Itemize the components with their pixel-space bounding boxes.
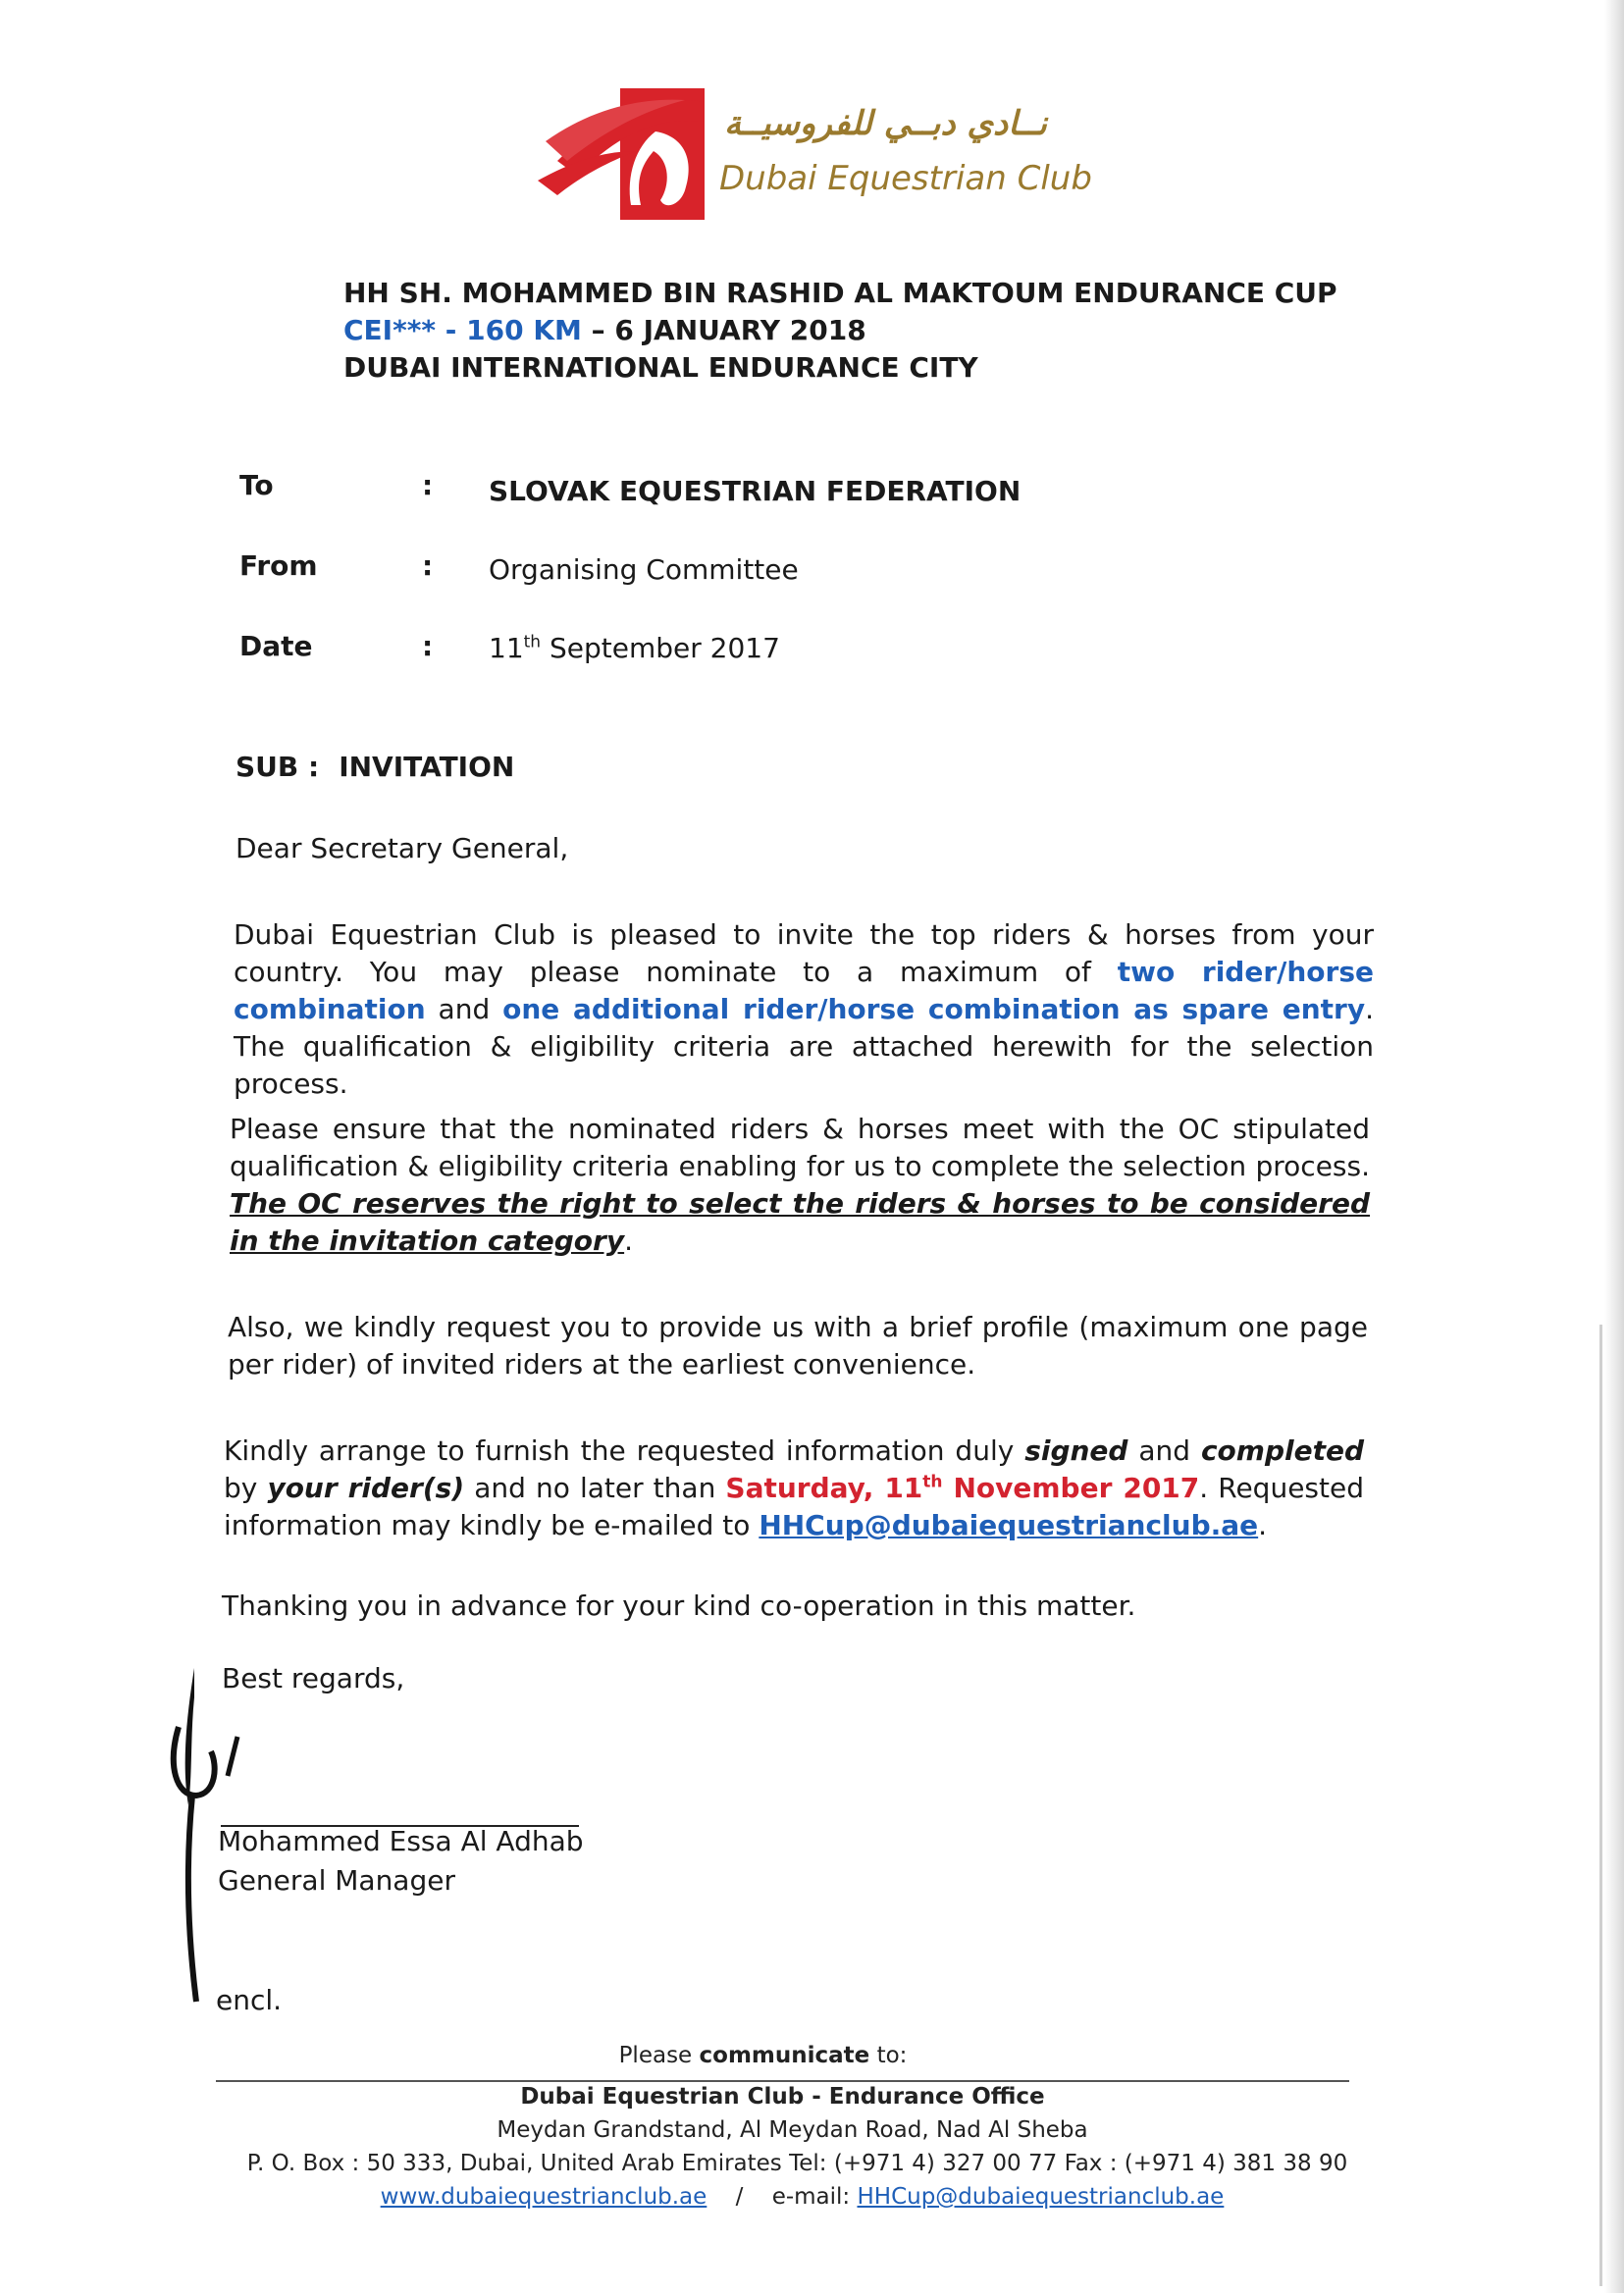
horse-head-icon — [538, 82, 714, 230]
paragraph-criteria: Please ensure that the nominated riders & horses meet with the OC stipulated qualification & eligibility criteria enabling for us to complete the selection process. The OC reserves the right to select the riders & horses to be considered in the invitation category. — [230, 1113, 1370, 1257]
date-colon: : — [422, 630, 434, 662]
footer-links — [0, 2184, 1614, 2210]
logo-english-name: Dubai Equestrian Club — [719, 159, 1092, 198]
date-label: Date — [239, 630, 313, 662]
event-date: – 6 JANUARY 2018 — [581, 314, 866, 346]
footer-separator: / — [735, 2184, 744, 2210]
from-label: From — [239, 549, 318, 582]
paragraph-invitation: Dubai Equestrian Club is pleased to invite the top riders & horses from your country. You may please nominate to a maximum of two rider/horse combination and one additional rider/horse combination as spare entry. The qualification & eligibility criteria are attached herewith for the selection process. — [234, 918, 1374, 1100]
footer-address-2: P. O. Box : 50 333, Dubai, United Arab Emirates Tel: (+971 4) 327 00 77 Fax : (+971 4) 381 38 90 — [246, 2151, 1348, 2176]
footer-communicate: Please communicate to: — [618, 2043, 908, 2068]
to-colon: : — [422, 469, 434, 501]
event-category-line — [343, 312, 1337, 349]
club-logo — [538, 82, 1092, 230]
event-header — [343, 275, 1337, 387]
subject-label: SUB : — [236, 751, 320, 783]
signer-title: General Manager — [218, 1864, 455, 1897]
deadline-email-link[interactable]: HHCup@dubaiequestrianclub.ae — [759, 1509, 1259, 1541]
regards-line: Best regards, — [222, 1662, 405, 1694]
page-edge-shadow — [1604, 0, 1624, 2293]
footer-address-1: Meydan Grandstand, Al Meydan Road, Nad Al Sheba — [497, 2117, 1088, 2143]
date-value: 11th September 2017 — [489, 632, 780, 664]
paragraph-deadline: Kindly arrange to furnish the requested information duly signed and completed by your rider(s) and no later than Saturday, 11th November 2017. Requested information may kindly be e-mailed to HHCup@dubaiequestrianclub.ae. — [224, 1434, 1364, 1541]
signer-name: Mohammed Essa Al Adhab — [218, 1825, 584, 1857]
from-colon: : — [422, 549, 434, 582]
greeting: Dear Secretary General, — [236, 832, 569, 864]
event-cei: CEI*** - 160 KM — [343, 314, 582, 346]
footer-rule — [216, 2080, 1349, 2082]
footer-website-link[interactable]: www.dubaiequestrianclub.ae — [380, 2184, 707, 2210]
footer-email-label: e-mail: — [771, 2184, 858, 2210]
to-label: To — [239, 469, 274, 501]
thanks-line: Thanking you in advance for your kind co-operation in this matter. — [222, 1589, 1136, 1622]
footer-office: Dubai Equestrian Club - Endurance Office — [520, 2084, 1045, 2110]
from-value: Organising Committee — [489, 553, 799, 586]
enclosure-note: encl. — [216, 1984, 283, 2016]
event-venue: DUBAI INTERNATIONAL ENDURANCE CITY — [343, 351, 978, 384]
paragraph-profile: Also, we kindly request you to provide us with a brief profile (maximum one page per rider) of invited riders at the earliest convenience. — [228, 1311, 1368, 1381]
subject-line — [236, 751, 514, 783]
footer-email-link[interactable]: HHCup@dubaiequestrianclub.ae — [857, 2184, 1225, 2210]
to-value: SLOVAK EQUESTRIAN FEDERATION — [489, 475, 1022, 507]
deadline-date: Saturday, 11th November 2017 — [725, 1472, 1200, 1504]
event-title: HH SH. MOHAMMED BIN RASHID AL MAKTOUM ENDURANCE CUP — [343, 277, 1337, 309]
subject-value: INVITATION — [339, 751, 515, 783]
logo-arabic-name: نــادي دبــي للفروسيــة — [724, 104, 1047, 143]
